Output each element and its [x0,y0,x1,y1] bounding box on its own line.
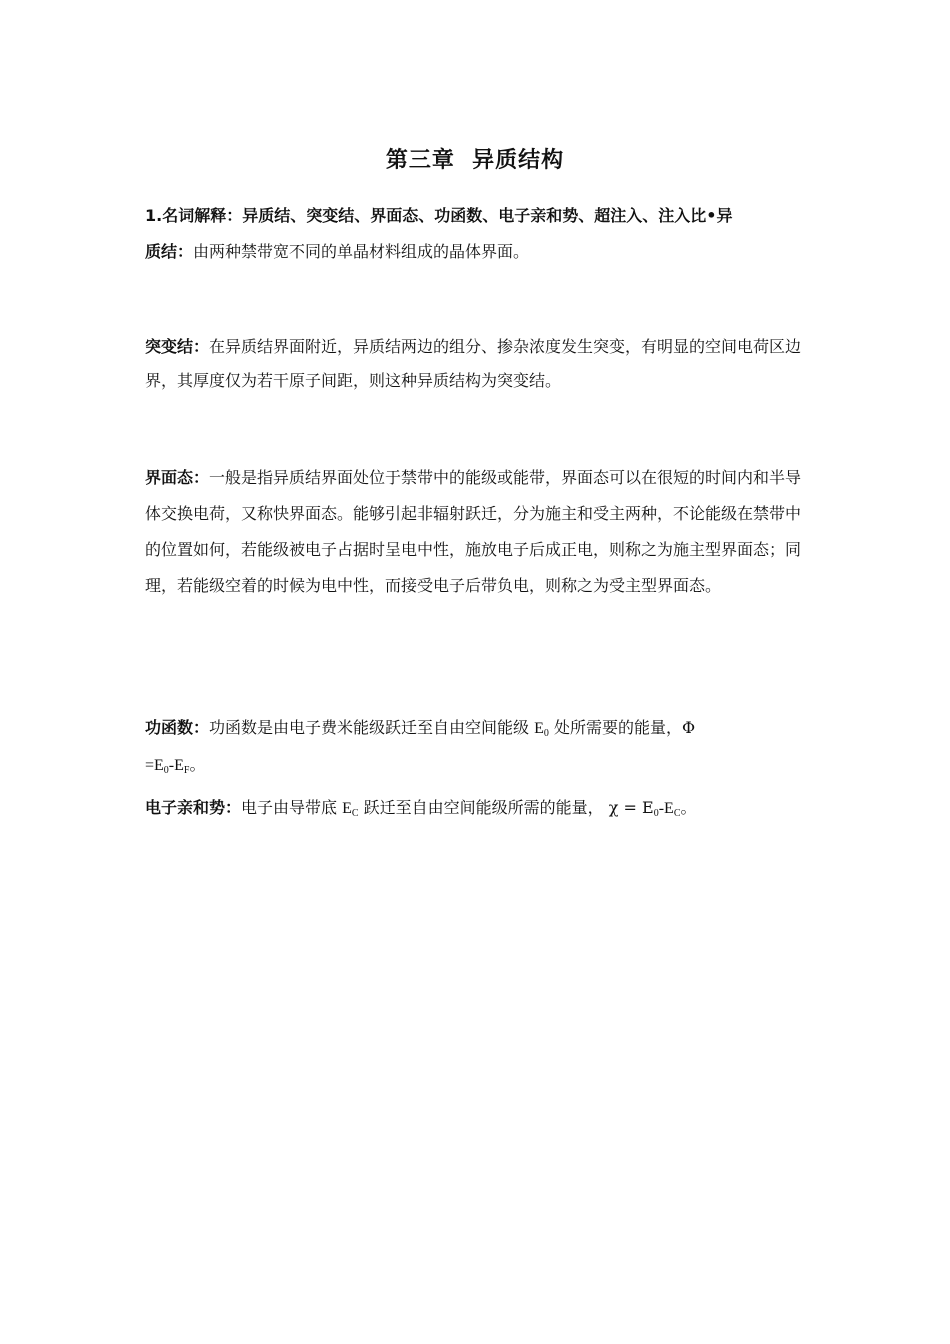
subscript-f: F [183,765,190,776]
intro-heading: 1.名词解释：异质结、突变结、界面态、功函数、电子亲和势、超注入、注入比•异 [145,206,733,225]
definition-work-function-before: 功函数是由电子费米能级跃迁至自由空间能级 [209,718,535,737]
subscript-0: 0 [163,765,169,776]
term-colon: ： [177,242,194,261]
formula-end: 。 [680,798,697,817]
formula-minus-e: -E [168,757,184,774]
formula-end: 。 [189,755,206,774]
work-function-paragraph [145,710,810,784]
symbol-ec: E [342,800,352,817]
term-heterojunction: 质结 [145,242,178,261]
formula-start: =E [145,757,164,774]
interface-state-paragraph [145,460,810,604]
subscript-0: 0 [653,808,659,819]
definition-interface-state: 一般是指异质结界面处位于禁带中的能级或能带，界面态可以在很短的时间内和半导体交换电荷，又称快界面态。能够引起非辐射跃迁，分为施主和受主两种，不论能级在禁带中的位置如何，若能级被电子占据时呈电中性，施放电子后成正电，则称之为施主型界面态；同理，若能级空着的时候为电中性，而接受电子后带负电，则称之为受主型界面态。 [145,468,802,595]
definition-abrupt-junction: 在异质结界面附近，异质结两边的组分、掺杂浓度发生突变，有明显的空间电荷区边界，其厚度仅为若干原子间距，则这种异质结构为突变结。 [145,337,802,390]
term-colon: ： [193,468,210,487]
definition-electron-affinity-before: 电子由导带底 [241,798,343,817]
formula-minus-e: -E [658,800,674,817]
subscript-c: C [351,808,359,819]
term-colon: ： [193,337,210,356]
term-colon: ： [193,718,210,737]
definition-electron-affinity-after: 跃迁至自由空间能级所需的能量， χ = E [358,798,654,817]
definition-work-function-after: 处所需要的能量，Φ [548,718,696,737]
abrupt-junction-paragraph [145,330,810,398]
term-interface-state: 界面态 [145,468,194,487]
definition-heterojunction: 由两种禁带宽不同的单晶材料组成的晶体界面。 [193,242,530,261]
term-colon: ： [225,798,242,817]
term-work-function: 功函数 [145,718,194,737]
intro-paragraph [145,198,810,270]
subscript-0: 0 [543,728,549,739]
term-electron-affinity: 电子亲和势 [145,798,226,817]
term-abrupt-junction: 突变结 [145,337,194,356]
symbol-e0: E [534,720,544,737]
electron-affinity-paragraph [145,790,810,827]
chapter-title: 第三章 异质结构 [385,148,565,173]
subscript-c: C [673,808,681,819]
